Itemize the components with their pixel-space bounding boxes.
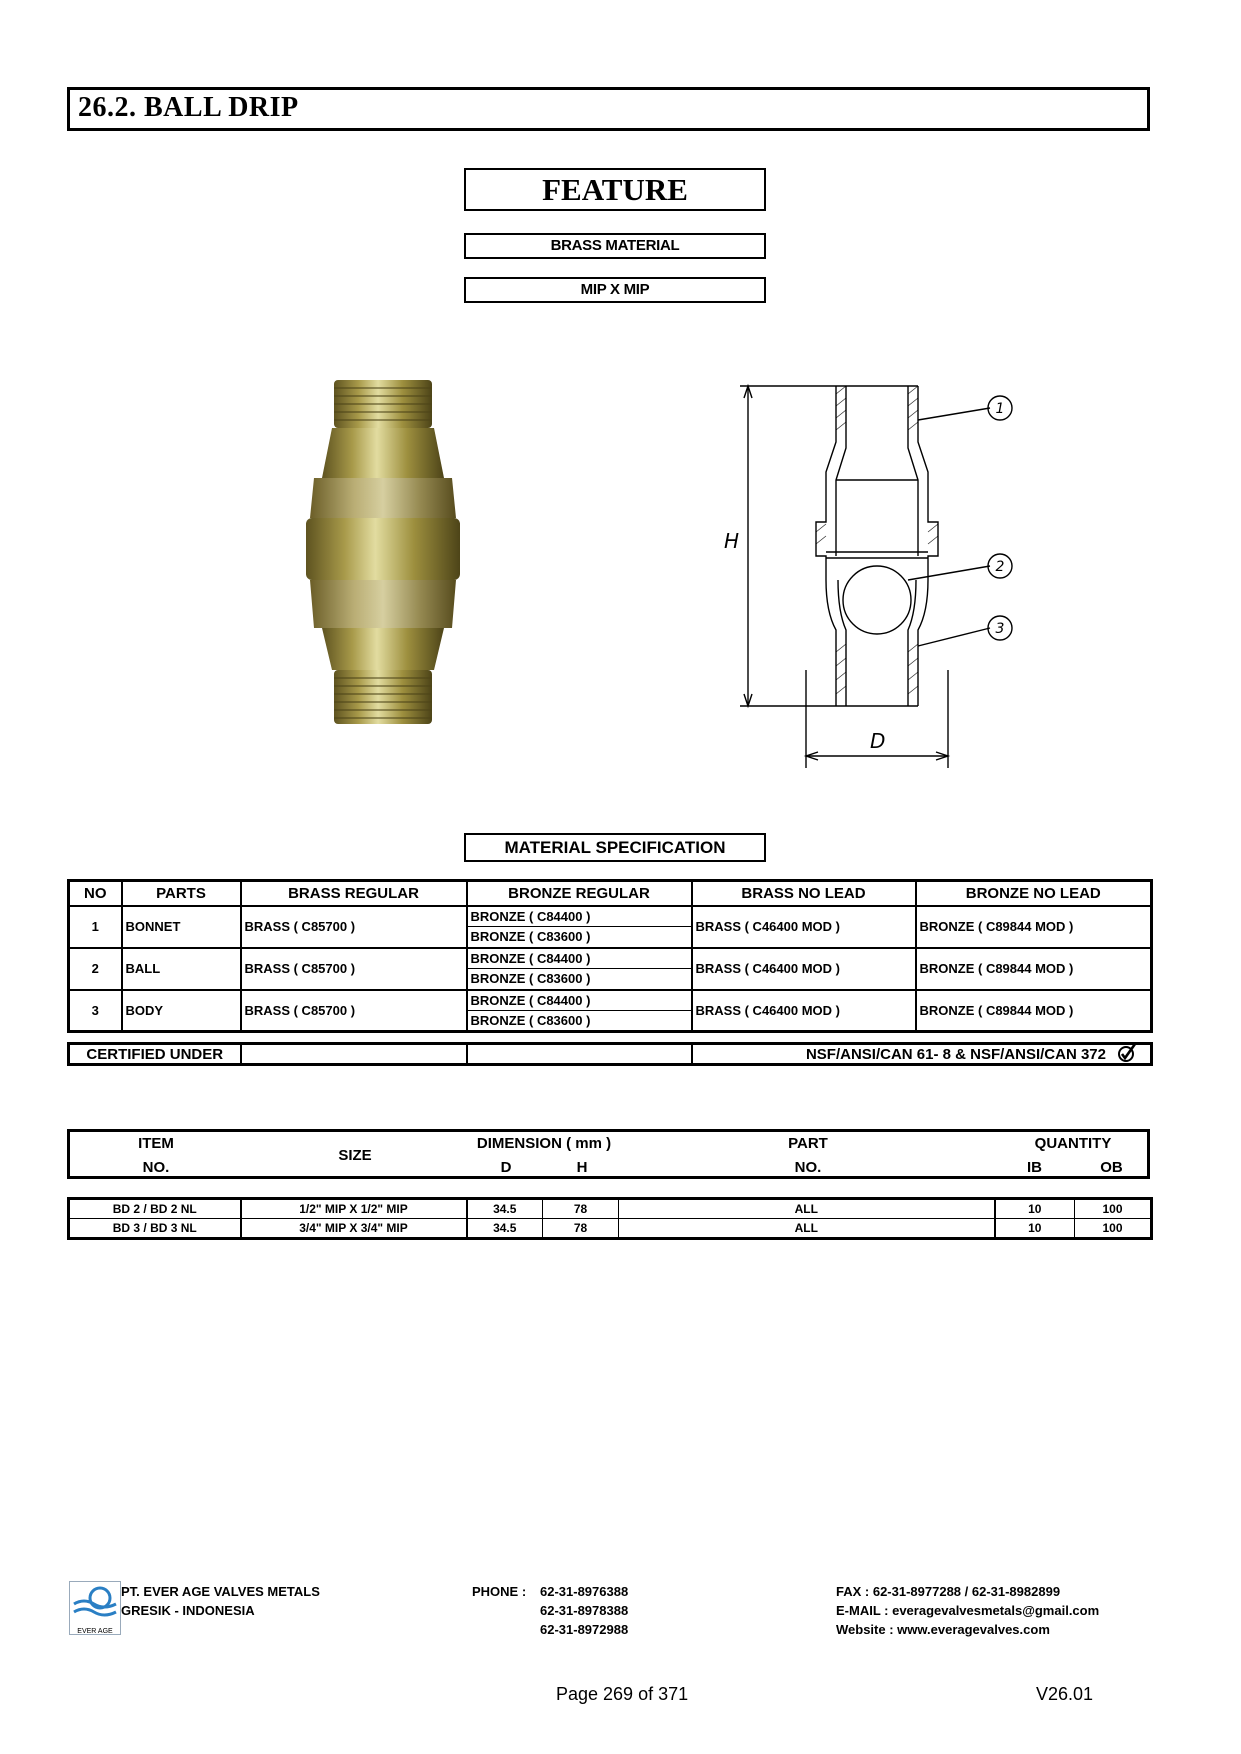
- header-d: D: [500, 1159, 512, 1176]
- header-ob: OB: [1100, 1159, 1123, 1176]
- cell-h: 78: [543, 1199, 619, 1219]
- cell-size: 1/2" MIP X 1/2" MIP: [241, 1199, 467, 1219]
- feature-heading: FEATURE: [464, 168, 766, 211]
- cell-ob: 100: [1075, 1199, 1152, 1219]
- section-title: 26.2. BALL DRIP: [78, 92, 299, 123]
- product-photo: [298, 378, 468, 728]
- row-brass-regular: BRASS ( C85700 ): [241, 906, 467, 948]
- section-title-box: [67, 87, 1150, 131]
- row-brass-regular: BRASS ( C85700 ): [241, 948, 467, 990]
- header-part-no: NO.: [794, 1159, 822, 1176]
- col-header-bronze-regular: BRONZE REGULAR: [467, 881, 692, 906]
- callout-2: 2: [995, 559, 1005, 575]
- certified-table: [67, 1042, 1153, 1066]
- cell-item: BD 2 / BD 2 NL: [69, 1199, 241, 1219]
- cell-d: 34.5: [467, 1219, 543, 1239]
- cell-h: 78: [543, 1219, 619, 1239]
- item-table: [67, 1197, 1153, 1240]
- row-bronze-no-lead: BRONZE ( C89844 MOD ): [916, 990, 1152, 1032]
- website: Website : www.everagevalves.com: [836, 1622, 1050, 1637]
- row-bronze-regular-a: BRONZE ( C84400 ): [467, 948, 692, 969]
- row-bronze-regular-b: BRONZE ( C83600 ): [467, 927, 692, 948]
- col-header-parts: PARTS: [122, 881, 241, 906]
- header-ib: IB: [1027, 1159, 1042, 1176]
- row-bronze-regular-a: BRONZE ( C84400 ): [467, 906, 692, 927]
- row-brass-no-lead: BRASS ( C46400 MOD ): [692, 948, 916, 990]
- row-brass-no-lead: BRASS ( C46400 MOD ): [692, 990, 916, 1032]
- cell-part: ALL: [619, 1199, 995, 1219]
- row-brass-no-lead: BRASS ( C46400 MOD ): [692, 906, 916, 948]
- cell-ib: 10: [995, 1219, 1075, 1239]
- fax: FAX : 62-31-8977288 / 62-31-8982899: [836, 1584, 1061, 1599]
- certified-label: CERTIFIED UNDER: [69, 1044, 241, 1065]
- row-brass-regular: BRASS ( C85700 ): [241, 990, 467, 1032]
- row-part: BODY: [122, 990, 241, 1032]
- feature-item-mip: MIP X MIP: [464, 277, 766, 303]
- phone-3: 62-31-8972988: [540, 1622, 629, 1637]
- col-header-brass-no-lead: BRASS NO LEAD: [692, 881, 916, 906]
- row-bronze-no-lead: BRONZE ( C89844 MOD ): [916, 906, 1152, 948]
- table-row: [69, 1199, 1152, 1219]
- logo-text: EVER AGE: [77, 1628, 113, 1635]
- row-bronze-regular-b: BRONZE ( C83600 ): [467, 1011, 692, 1032]
- cell-item: BD 3 / BD 3 NL: [69, 1219, 241, 1239]
- row-part: BALL: [122, 948, 241, 990]
- company-name: PT. EVER AGE VALVES METALS: [121, 1584, 320, 1599]
- table-row: [69, 948, 1152, 969]
- certified-row: [69, 1044, 1152, 1065]
- callout-3: 3: [995, 621, 1005, 637]
- dimension-d-label: D: [870, 729, 886, 753]
- row-part: BONNET: [122, 906, 241, 948]
- table-header-row: [69, 881, 1152, 906]
- material-spec-heading: MATERIAL SPECIFICATION: [464, 833, 766, 862]
- cell-size: 3/4" MIP X 3/4" MIP: [241, 1219, 467, 1239]
- col-header-no: NO: [69, 881, 122, 906]
- feature-item-brass-material: BRASS MATERIAL: [464, 233, 766, 259]
- phone-2: 62-31-8978388: [540, 1603, 629, 1618]
- cell-d: 34.5: [467, 1199, 543, 1219]
- check-circle-icon: [1116, 1042, 1138, 1064]
- item-table-header: [67, 1129, 1150, 1179]
- cross-section-diagram: [724, 380, 1038, 775]
- table-row: [69, 1219, 1152, 1239]
- wave-logo-icon: [70, 1582, 120, 1622]
- version-label: V26.01: [1036, 1684, 1094, 1704]
- header-item: ITEM: [138, 1135, 174, 1152]
- page-number: Page 269 of 371: [556, 1684, 689, 1704]
- col-header-bronze-no-lead: BRONZE NO LEAD: [916, 881, 1152, 906]
- company-location: GRESIK - INDONESIA: [121, 1603, 255, 1618]
- company-logo: [69, 1581, 121, 1635]
- cell-part: ALL: [619, 1219, 995, 1239]
- phone-label: PHONE :: [472, 1584, 527, 1599]
- email: E-MAIL : everagevalvesmetals@gmail.com: [836, 1603, 1100, 1618]
- phone-1: 62-31-8976388: [540, 1584, 629, 1599]
- row-no: 3: [69, 990, 122, 1032]
- row-bronze-regular-a: BRONZE ( C84400 ): [467, 990, 692, 1011]
- table-row: [69, 990, 1152, 1011]
- header-dimension: DIMENSION ( mm ): [476, 1135, 612, 1152]
- row-no: 1: [69, 906, 122, 948]
- table-row: [69, 906, 1152, 927]
- header-part: PART: [788, 1135, 828, 1152]
- cell-ib: 10: [995, 1199, 1075, 1219]
- callout-1: 1: [995, 401, 1005, 417]
- material-spec-table: [67, 879, 1153, 1033]
- header-item-no: NO.: [142, 1159, 170, 1176]
- row-bronze-regular-b: BRONZE ( C83600 ): [467, 969, 692, 990]
- cell-ob: 100: [1075, 1219, 1152, 1239]
- row-no: 2: [69, 948, 122, 990]
- certified-cell: [692, 1044, 1152, 1065]
- header-quantity: QUANTITY: [1034, 1135, 1112, 1152]
- certified-empty-1: [241, 1044, 467, 1065]
- col-header-brass-regular: BRASS REGULAR: [241, 881, 467, 906]
- row-bronze-no-lead: BRONZE ( C89844 MOD ): [916, 948, 1152, 990]
- certified-empty-2: [467, 1044, 692, 1065]
- header-size: SIZE: [338, 1147, 372, 1164]
- certified-value: NSF/ANSI/CAN 61- 8 & NSF/ANSI/CAN 372: [805, 1045, 1106, 1063]
- dimension-h-label: H: [724, 529, 740, 553]
- header-h: H: [576, 1159, 588, 1176]
